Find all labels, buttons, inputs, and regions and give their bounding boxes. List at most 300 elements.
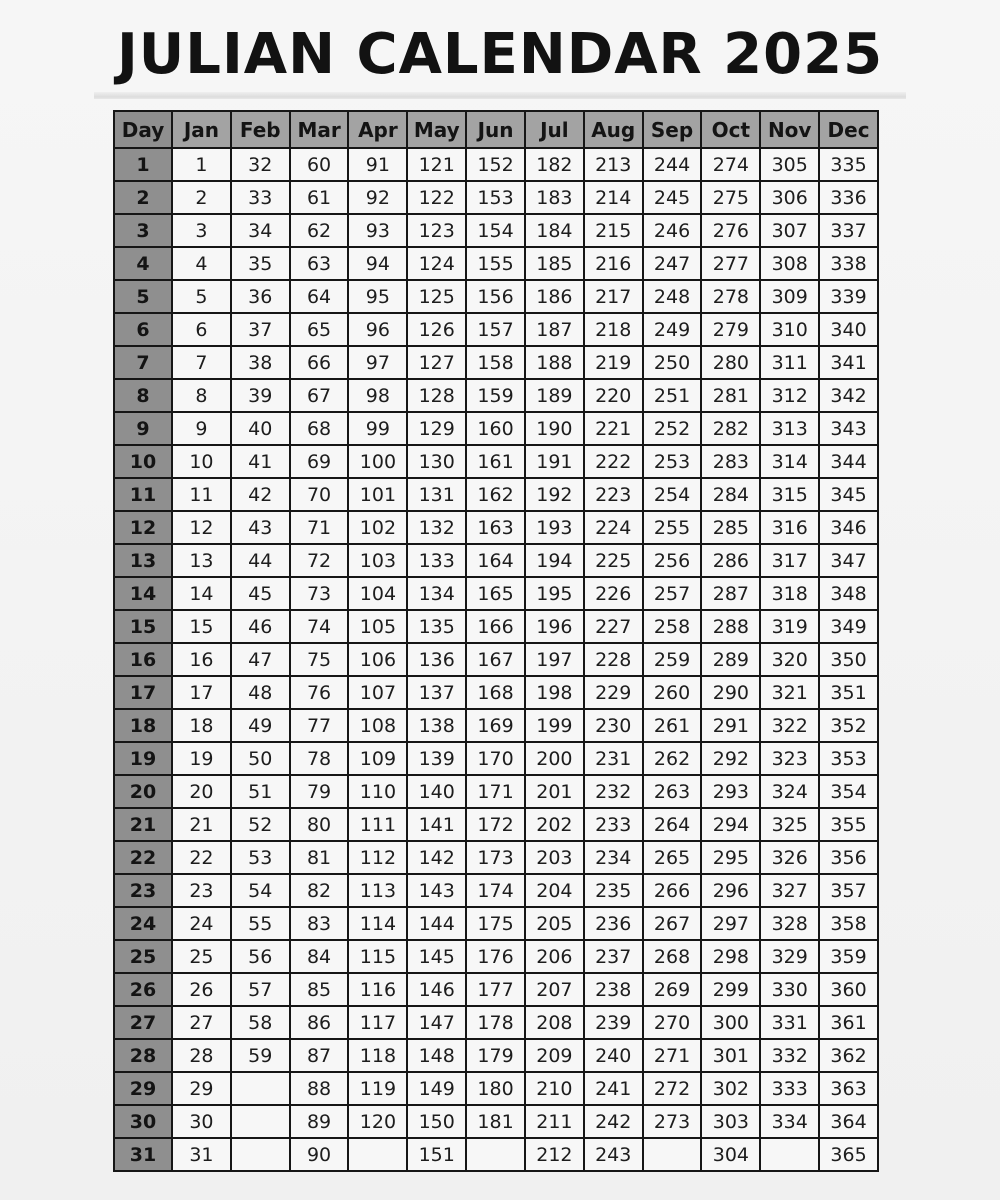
cell-may-17: 137 (407, 676, 466, 709)
cell-aug-1: 213 (584, 148, 643, 181)
cell-feb-18: 49 (231, 709, 290, 742)
cell-nov-10: 314 (760, 445, 819, 478)
cell-oct-16: 289 (701, 643, 760, 676)
cell-nov-8: 312 (760, 379, 819, 412)
cell-nov-13: 317 (760, 544, 819, 577)
cell-aug-28: 240 (584, 1039, 643, 1072)
cell-nov-29: 333 (760, 1072, 819, 1105)
cell-may-30: 150 (407, 1105, 466, 1138)
cell-mar-27: 86 (290, 1006, 349, 1039)
cell-oct-4: 277 (701, 247, 760, 280)
row-header-day-6: 6 (114, 313, 172, 346)
cell-feb-17: 48 (231, 676, 290, 709)
cell-apr-18: 108 (348, 709, 407, 742)
cell-jul-22: 203 (525, 841, 584, 874)
cell-mar-28: 87 (290, 1039, 349, 1072)
cell-feb-25: 56 (231, 940, 290, 973)
table-row-day-9 (114, 412, 878, 445)
cell-dec-25: 359 (819, 940, 878, 973)
cell-aug-31: 243 (584, 1138, 643, 1171)
cell-nov-3: 307 (760, 214, 819, 247)
cell-sep-10: 253 (643, 445, 702, 478)
cell-nov-23: 327 (760, 874, 819, 907)
cell-jun-3: 154 (466, 214, 525, 247)
cell-aug-30: 242 (584, 1105, 643, 1138)
cell-feb-5: 36 (231, 280, 290, 313)
cell-sep-23: 266 (643, 874, 702, 907)
row-header-day-3: 3 (114, 214, 172, 247)
cell-mar-15: 74 (290, 610, 349, 643)
cell-dec-12: 346 (819, 511, 878, 544)
cell-jul-31: 212 (525, 1138, 584, 1171)
cell-oct-28: 301 (701, 1039, 760, 1072)
cell-dec-13: 347 (819, 544, 878, 577)
table-header (114, 111, 878, 148)
cell-sep-5: 248 (643, 280, 702, 313)
cell-mar-29: 88 (290, 1072, 349, 1105)
cell-sep-29: 272 (643, 1072, 702, 1105)
cell-jun-24: 175 (466, 907, 525, 940)
cell-oct-13: 286 (701, 544, 760, 577)
cell-apr-27: 117 (348, 1006, 407, 1039)
cell-jul-11: 192 (525, 478, 584, 511)
cell-oct-9: 282 (701, 412, 760, 445)
table-row-day-16 (114, 643, 878, 676)
cell-nov-30: 334 (760, 1105, 819, 1138)
table-row-day-29 (114, 1072, 878, 1105)
cell-jul-15: 196 (525, 610, 584, 643)
cell-may-14: 134 (407, 577, 466, 610)
cell-jul-18: 199 (525, 709, 584, 742)
cell-nov-9: 313 (760, 412, 819, 445)
cell-jun-7: 158 (466, 346, 525, 379)
cell-mar-23: 82 (290, 874, 349, 907)
cell-nov-25: 329 (760, 940, 819, 973)
cell-jan-26: 26 (172, 973, 231, 1006)
cell-dec-2: 336 (819, 181, 878, 214)
cell-mar-12: 71 (290, 511, 349, 544)
cell-jan-25: 25 (172, 940, 231, 973)
cell-aug-25: 237 (584, 940, 643, 973)
cell-apr-11: 101 (348, 478, 407, 511)
cell-oct-23: 296 (701, 874, 760, 907)
cell-jul-7: 188 (525, 346, 584, 379)
cell-sep-31 (643, 1138, 702, 1171)
cell-jun-25: 176 (466, 940, 525, 973)
cell-mar-9: 68 (290, 412, 349, 445)
cell-jan-1: 1 (172, 148, 231, 181)
table-row-day-8 (114, 379, 878, 412)
cell-dec-4: 338 (819, 247, 878, 280)
cell-jan-4: 4 (172, 247, 231, 280)
cell-jul-13: 194 (525, 544, 584, 577)
cell-nov-31 (760, 1138, 819, 1171)
row-header-day-28: 28 (114, 1039, 172, 1072)
cell-sep-3: 246 (643, 214, 702, 247)
cell-apr-24: 114 (348, 907, 407, 940)
cell-mar-7: 66 (290, 346, 349, 379)
cell-dec-22: 356 (819, 841, 878, 874)
cell-jan-31: 31 (172, 1138, 231, 1171)
cell-feb-23: 54 (231, 874, 290, 907)
cell-nov-14: 318 (760, 577, 819, 610)
row-header-day-17: 17 (114, 676, 172, 709)
cell-apr-6: 96 (348, 313, 407, 346)
page-title: JULIAN CALENDAR 2025 (116, 22, 884, 87)
cell-dec-24: 358 (819, 907, 878, 940)
cell-jan-17: 17 (172, 676, 231, 709)
cell-apr-26: 116 (348, 973, 407, 1006)
row-header-day-11: 11 (114, 478, 172, 511)
cell-aug-2: 214 (584, 181, 643, 214)
cell-mar-4: 63 (290, 247, 349, 280)
cell-jul-26: 207 (525, 973, 584, 1006)
cell-nov-4: 308 (760, 247, 819, 280)
cell-jul-6: 187 (525, 313, 584, 346)
cell-mar-1: 60 (290, 148, 349, 181)
cell-jan-5: 5 (172, 280, 231, 313)
cell-apr-20: 110 (348, 775, 407, 808)
row-header-day-13: 13 (114, 544, 172, 577)
cell-apr-16: 106 (348, 643, 407, 676)
row-header-day-16: 16 (114, 643, 172, 676)
cell-sep-2: 245 (643, 181, 702, 214)
cell-feb-9: 40 (231, 412, 290, 445)
cell-jul-4: 185 (525, 247, 584, 280)
table-row-day-2 (114, 181, 878, 214)
column-header-mar: Mar (290, 111, 349, 148)
column-header-day: Day (114, 111, 172, 148)
cell-may-11: 131 (407, 478, 466, 511)
cell-jun-27: 178 (466, 1006, 525, 1039)
cell-dec-17: 351 (819, 676, 878, 709)
cell-jul-28: 209 (525, 1039, 584, 1072)
cell-dec-20: 354 (819, 775, 878, 808)
cell-jun-8: 159 (466, 379, 525, 412)
row-header-day-7: 7 (114, 346, 172, 379)
cell-feb-14: 45 (231, 577, 290, 610)
cell-jun-29: 180 (466, 1072, 525, 1105)
cell-jul-23: 204 (525, 874, 584, 907)
row-header-day-27: 27 (114, 1006, 172, 1039)
cell-sep-8: 251 (643, 379, 702, 412)
cell-sep-20: 263 (643, 775, 702, 808)
cell-jan-22: 22 (172, 841, 231, 874)
cell-sep-24: 267 (643, 907, 702, 940)
row-header-day-15: 15 (114, 610, 172, 643)
cell-aug-22: 234 (584, 841, 643, 874)
cell-dec-7: 341 (819, 346, 878, 379)
cell-nov-2: 306 (760, 181, 819, 214)
cell-apr-21: 111 (348, 808, 407, 841)
cell-aug-10: 222 (584, 445, 643, 478)
cell-sep-17: 260 (643, 676, 702, 709)
cell-nov-1: 305 (760, 148, 819, 181)
cell-oct-25: 298 (701, 940, 760, 973)
cell-dec-23: 357 (819, 874, 878, 907)
cell-aug-12: 224 (584, 511, 643, 544)
cell-dec-6: 340 (819, 313, 878, 346)
cell-dec-5: 339 (819, 280, 878, 313)
cell-jul-14: 195 (525, 577, 584, 610)
row-header-day-26: 26 (114, 973, 172, 1006)
cell-jul-25: 206 (525, 940, 584, 973)
cell-aug-15: 227 (584, 610, 643, 643)
cell-nov-26: 330 (760, 973, 819, 1006)
julian-day-table (113, 110, 879, 1172)
cell-oct-12: 285 (701, 511, 760, 544)
column-header-apr: Apr (348, 111, 407, 148)
cell-jul-16: 197 (525, 643, 584, 676)
table-row-day-11 (114, 478, 878, 511)
cell-mar-25: 84 (290, 940, 349, 973)
title-divider (94, 92, 906, 99)
table-row-day-10 (114, 445, 878, 478)
cell-jan-18: 18 (172, 709, 231, 742)
cell-may-12: 132 (407, 511, 466, 544)
table-row-day-21 (114, 808, 878, 841)
cell-jun-5: 156 (466, 280, 525, 313)
cell-aug-24: 236 (584, 907, 643, 940)
cell-oct-5: 278 (701, 280, 760, 313)
cell-may-18: 138 (407, 709, 466, 742)
cell-dec-1: 335 (819, 148, 878, 181)
cell-feb-13: 44 (231, 544, 290, 577)
cell-mar-19: 78 (290, 742, 349, 775)
column-header-jun: Jun (466, 111, 525, 148)
table-row-day-23 (114, 874, 878, 907)
cell-oct-21: 294 (701, 808, 760, 841)
cell-may-26: 146 (407, 973, 466, 1006)
cell-nov-24: 328 (760, 907, 819, 940)
row-header-day-21: 21 (114, 808, 172, 841)
cell-apr-2: 92 (348, 181, 407, 214)
cell-mar-10: 69 (290, 445, 349, 478)
cell-mar-11: 70 (290, 478, 349, 511)
cell-sep-11: 254 (643, 478, 702, 511)
cell-dec-3: 337 (819, 214, 878, 247)
cell-sep-14: 257 (643, 577, 702, 610)
cell-apr-14: 104 (348, 577, 407, 610)
cell-feb-10: 41 (231, 445, 290, 478)
cell-mar-24: 83 (290, 907, 349, 940)
table-body (114, 148, 878, 1171)
cell-mar-16: 75 (290, 643, 349, 676)
cell-oct-14: 287 (701, 577, 760, 610)
table-row-day-17 (114, 676, 878, 709)
row-header-day-19: 19 (114, 742, 172, 775)
cell-feb-20: 51 (231, 775, 290, 808)
cell-oct-3: 276 (701, 214, 760, 247)
cell-aug-3: 215 (584, 214, 643, 247)
cell-jul-27: 208 (525, 1006, 584, 1039)
cell-feb-12: 43 (231, 511, 290, 544)
cell-oct-31: 304 (701, 1138, 760, 1171)
cell-nov-5: 309 (760, 280, 819, 313)
cell-jul-12: 193 (525, 511, 584, 544)
cell-jan-14: 14 (172, 577, 231, 610)
cell-jun-21: 172 (466, 808, 525, 841)
cell-jun-16: 167 (466, 643, 525, 676)
row-header-day-29: 29 (114, 1072, 172, 1105)
cell-may-13: 133 (407, 544, 466, 577)
cell-nov-17: 321 (760, 676, 819, 709)
cell-nov-18: 322 (760, 709, 819, 742)
cell-feb-7: 38 (231, 346, 290, 379)
cell-dec-8: 342 (819, 379, 878, 412)
cell-aug-18: 230 (584, 709, 643, 742)
cell-jan-15: 15 (172, 610, 231, 643)
table-row-day-27 (114, 1006, 878, 1039)
cell-aug-9: 221 (584, 412, 643, 445)
row-header-day-8: 8 (114, 379, 172, 412)
cell-dec-27: 361 (819, 1006, 878, 1039)
cell-jul-30: 211 (525, 1105, 584, 1138)
cell-jan-30: 30 (172, 1105, 231, 1138)
row-header-day-22: 22 (114, 841, 172, 874)
cell-feb-29 (231, 1072, 290, 1105)
cell-mar-17: 76 (290, 676, 349, 709)
cell-jan-9: 9 (172, 412, 231, 445)
cell-apr-1: 91 (348, 148, 407, 181)
table-row-day-28 (114, 1039, 878, 1072)
cell-apr-30: 120 (348, 1105, 407, 1138)
cell-jul-5: 186 (525, 280, 584, 313)
cell-mar-2: 61 (290, 181, 349, 214)
cell-feb-11: 42 (231, 478, 290, 511)
cell-apr-7: 97 (348, 346, 407, 379)
cell-may-23: 143 (407, 874, 466, 907)
cell-apr-4: 94 (348, 247, 407, 280)
table-row-day-15 (114, 610, 878, 643)
cell-sep-6: 249 (643, 313, 702, 346)
cell-sep-1: 244 (643, 148, 702, 181)
cell-aug-27: 239 (584, 1006, 643, 1039)
row-header-day-18: 18 (114, 709, 172, 742)
cell-dec-29: 363 (819, 1072, 878, 1105)
cell-jan-3: 3 (172, 214, 231, 247)
cell-sep-13: 256 (643, 544, 702, 577)
cell-may-15: 135 (407, 610, 466, 643)
cell-dec-16: 350 (819, 643, 878, 676)
column-header-dec: Dec (819, 111, 878, 148)
row-header-day-25: 25 (114, 940, 172, 973)
cell-nov-20: 324 (760, 775, 819, 808)
cell-feb-19: 50 (231, 742, 290, 775)
cell-jul-2: 183 (525, 181, 584, 214)
table-row-day-24 (114, 907, 878, 940)
cell-aug-6: 218 (584, 313, 643, 346)
column-header-sep: Sep (643, 111, 702, 148)
cell-apr-25: 115 (348, 940, 407, 973)
table-row-day-3 (114, 214, 878, 247)
cell-mar-8: 67 (290, 379, 349, 412)
cell-mar-30: 89 (290, 1105, 349, 1138)
cell-dec-31: 365 (819, 1138, 878, 1171)
cell-nov-11: 315 (760, 478, 819, 511)
cell-sep-9: 252 (643, 412, 702, 445)
cell-dec-26: 360 (819, 973, 878, 1006)
table-row-day-26 (114, 973, 878, 1006)
cell-oct-17: 290 (701, 676, 760, 709)
cell-may-24: 144 (407, 907, 466, 940)
table-row-day-12 (114, 511, 878, 544)
cell-sep-30: 273 (643, 1105, 702, 1138)
cell-jul-17: 198 (525, 676, 584, 709)
cell-jun-28: 179 (466, 1039, 525, 1072)
cell-jun-17: 168 (466, 676, 525, 709)
cell-jan-24: 24 (172, 907, 231, 940)
row-header-day-30: 30 (114, 1105, 172, 1138)
cell-feb-21: 52 (231, 808, 290, 841)
cell-jan-16: 16 (172, 643, 231, 676)
cell-jun-9: 160 (466, 412, 525, 445)
cell-oct-19: 292 (701, 742, 760, 775)
cell-jan-7: 7 (172, 346, 231, 379)
column-header-oct: Oct (701, 111, 760, 148)
cell-aug-23: 235 (584, 874, 643, 907)
cell-jun-14: 165 (466, 577, 525, 610)
cell-dec-11: 345 (819, 478, 878, 511)
header-row (114, 111, 878, 148)
cell-mar-6: 65 (290, 313, 349, 346)
table-row-day-25 (114, 940, 878, 973)
cell-jan-8: 8 (172, 379, 231, 412)
cell-mar-31: 90 (290, 1138, 349, 1171)
cell-feb-24: 55 (231, 907, 290, 940)
cell-oct-8: 281 (701, 379, 760, 412)
cell-may-3: 123 (407, 214, 466, 247)
row-header-day-12: 12 (114, 511, 172, 544)
cell-aug-19: 231 (584, 742, 643, 775)
cell-oct-22: 295 (701, 841, 760, 874)
cell-jul-19: 200 (525, 742, 584, 775)
cell-jan-10: 10 (172, 445, 231, 478)
cell-oct-24: 297 (701, 907, 760, 940)
cell-oct-18: 291 (701, 709, 760, 742)
cell-jun-11: 162 (466, 478, 525, 511)
cell-jun-4: 155 (466, 247, 525, 280)
row-header-day-4: 4 (114, 247, 172, 280)
column-header-aug: Aug (584, 111, 643, 148)
cell-aug-13: 225 (584, 544, 643, 577)
cell-may-27: 147 (407, 1006, 466, 1039)
cell-aug-8: 220 (584, 379, 643, 412)
row-header-day-14: 14 (114, 577, 172, 610)
cell-oct-11: 284 (701, 478, 760, 511)
cell-aug-20: 232 (584, 775, 643, 808)
cell-may-6: 126 (407, 313, 466, 346)
cell-apr-31 (348, 1138, 407, 1171)
column-header-may: May (407, 111, 466, 148)
cell-nov-12: 316 (760, 511, 819, 544)
cell-oct-7: 280 (701, 346, 760, 379)
cell-jun-2: 153 (466, 181, 525, 214)
cell-oct-20: 293 (701, 775, 760, 808)
cell-jul-1: 182 (525, 148, 584, 181)
cell-may-7: 127 (407, 346, 466, 379)
row-header-day-10: 10 (114, 445, 172, 478)
cell-may-21: 141 (407, 808, 466, 841)
cell-feb-6: 37 (231, 313, 290, 346)
cell-nov-19: 323 (760, 742, 819, 775)
cell-aug-29: 241 (584, 1072, 643, 1105)
table-row-day-4 (114, 247, 878, 280)
cell-dec-21: 355 (819, 808, 878, 841)
cell-may-20: 140 (407, 775, 466, 808)
cell-jan-6: 6 (172, 313, 231, 346)
cell-may-1: 121 (407, 148, 466, 181)
